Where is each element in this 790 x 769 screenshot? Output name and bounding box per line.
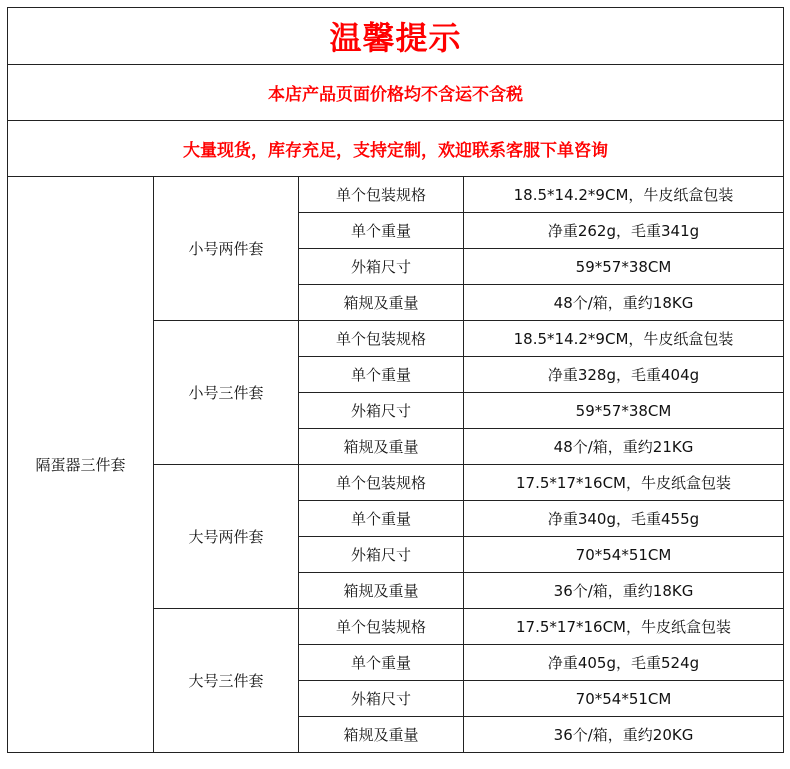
- spec-value-cell: [464, 573, 784, 609]
- spec-label: 外箱尺寸: [350, 546, 411, 564]
- spec-value: 48个/箱，重约21KG: [553, 438, 694, 456]
- spec-label: 箱规及重量: [343, 438, 419, 456]
- spec-value-cell: [464, 501, 784, 537]
- spec-value-cell: [464, 609, 784, 645]
- spec-value: 17.5*17*16CM，牛皮纸盒包装: [516, 618, 731, 636]
- spec-value: 36个/箱，重约20KG: [553, 726, 694, 744]
- spec-label-cell: [299, 681, 464, 717]
- title-row: [8, 8, 784, 65]
- spec-label-cell: [299, 645, 464, 681]
- spec-label: 箱规及重量: [343, 582, 419, 600]
- title-cell: [8, 8, 784, 65]
- notice-cell-price: [8, 65, 784, 121]
- spec-label-cell: [299, 501, 464, 537]
- spec-value-cell: [464, 465, 784, 501]
- spec-value-cell: [464, 213, 784, 249]
- spec-label-cell: [299, 429, 464, 465]
- spec-label: 单个重量: [350, 222, 411, 240]
- notice-cell-stock: [8, 121, 784, 177]
- spec-value: 18.5*14.2*9CM，牛皮纸盒包装: [513, 186, 734, 204]
- spec-label-cell: [299, 717, 464, 753]
- spec-value-cell: [464, 357, 784, 393]
- variant-name-cell: [154, 465, 299, 609]
- spec-value-cell: [464, 321, 784, 357]
- spec-value: 净重405g，毛重524g: [547, 654, 700, 672]
- spec-value: 70*54*51CM: [575, 545, 672, 564]
- spec-label: 外箱尺寸: [350, 690, 411, 708]
- spec-value-cell: [464, 177, 784, 213]
- spec-label: 单个包装规格: [335, 474, 426, 492]
- spec-label-cell: [299, 465, 464, 501]
- spec-label-cell: [299, 213, 464, 249]
- variant-name: 小号三件套: [188, 384, 264, 402]
- spec-label: 箱规及重量: [343, 294, 419, 312]
- spec-value: 17.5*17*16CM，牛皮纸盒包装: [516, 474, 731, 492]
- variant-name-cell: [154, 177, 299, 321]
- spec-value: 36个/箱，重约18KG: [553, 582, 694, 600]
- spec-value: 净重340g，毛重455g: [547, 510, 700, 528]
- spec-value: 48个/箱，重约18KG: [553, 294, 694, 312]
- table-row: [8, 177, 784, 213]
- spec-value-cell: [464, 429, 784, 465]
- spec-label: 单个重量: [350, 366, 411, 384]
- spec-label: 单个重量: [350, 654, 411, 672]
- spec-value: 70*54*51CM: [575, 689, 672, 708]
- variant-name-cell: [154, 609, 299, 753]
- spec-label: 单个包装规格: [335, 186, 426, 204]
- variant-name-cell: [154, 321, 299, 465]
- spec-table: [7, 7, 784, 753]
- notice-row-price: [8, 65, 784, 121]
- spec-label-cell: [299, 321, 464, 357]
- spec-label-cell: [299, 573, 464, 609]
- spec-label-cell: [299, 177, 464, 213]
- spec-label: 箱规及重量: [343, 726, 419, 744]
- spec-label-cell: [299, 249, 464, 285]
- spec-value-cell: [464, 285, 784, 321]
- spec-label-cell: [299, 393, 464, 429]
- spec-label: 单个包装规格: [335, 330, 426, 348]
- spec-value-cell: [464, 393, 784, 429]
- spec-label-cell: [299, 609, 464, 645]
- spec-value: 18.5*14.2*9CM，牛皮纸盒包装: [513, 330, 734, 348]
- spec-label-cell: [299, 357, 464, 393]
- notice-stock-text: 大量现货，库存充足，支持定制，欢迎联系客服下单咨询: [183, 141, 608, 161]
- spec-value-cell: [464, 645, 784, 681]
- spec-label: 单个重量: [350, 510, 411, 528]
- notice-row-stock: [8, 121, 784, 177]
- spec-label: 外箱尺寸: [350, 402, 411, 420]
- variant-name: 大号三件套: [188, 672, 264, 690]
- spec-value-cell: [464, 537, 784, 573]
- spec-value-cell: [464, 249, 784, 285]
- spec-value: 59*57*38CM: [575, 401, 672, 420]
- variant-name: 大号两件套: [188, 528, 264, 546]
- spec-label: 外箱尺寸: [350, 258, 411, 276]
- spec-value-cell: [464, 681, 784, 717]
- spec-label-cell: [299, 537, 464, 573]
- spec-value: 59*57*38CM: [575, 257, 672, 276]
- variant-name: 小号两件套: [188, 240, 264, 258]
- product-name-cell: [8, 177, 154, 753]
- notice-price-text: 本店产品页面价格均不含运不含税: [268, 85, 523, 105]
- product-name: 隔蛋器三件套: [35, 456, 126, 474]
- spec-label-cell: [299, 285, 464, 321]
- page-title: 温馨提示: [329, 19, 462, 57]
- spec-value-cell: [464, 717, 784, 753]
- spec-value: 净重262g，毛重341g: [547, 222, 700, 240]
- spec-value: 净重328g，毛重404g: [547, 366, 700, 384]
- spec-label: 单个包装规格: [335, 618, 426, 636]
